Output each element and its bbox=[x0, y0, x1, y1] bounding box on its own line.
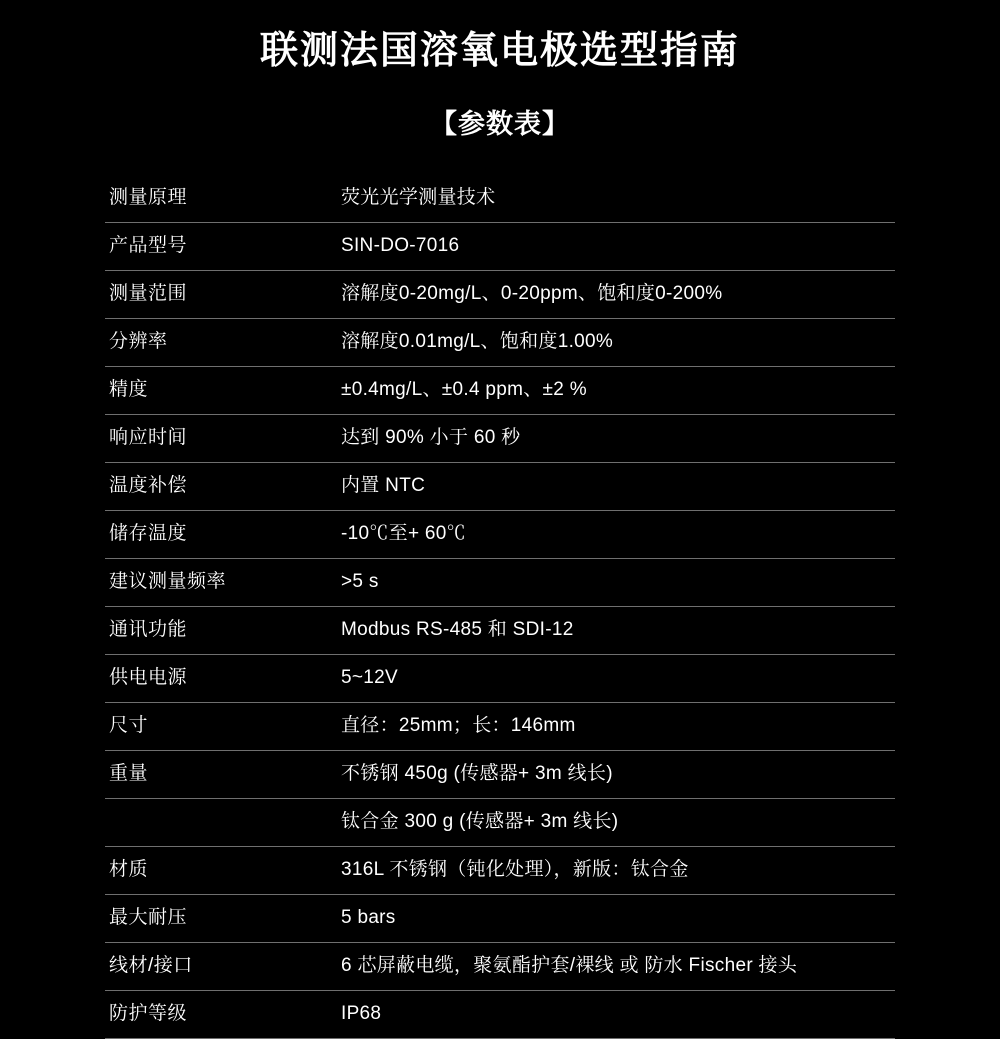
specification-table bbox=[105, 175, 895, 1039]
spec-label: 温度补偿 bbox=[105, 463, 331, 511]
spec-label: 最大耐压 bbox=[105, 895, 331, 943]
table-row bbox=[105, 991, 895, 1039]
table-row bbox=[105, 559, 895, 607]
spec-label: 响应时间 bbox=[105, 415, 331, 463]
table-row bbox=[105, 319, 895, 367]
spec-label: 供电电源 bbox=[105, 655, 331, 703]
spec-value: SIN-DO-7016 bbox=[331, 223, 895, 271]
table-row bbox=[105, 751, 895, 799]
table-row bbox=[105, 847, 895, 895]
spec-value: 达到 90% 小于 60 秒 bbox=[331, 415, 895, 463]
spec-value: 不锈钢 450g (传感器+ 3m 线长) bbox=[331, 751, 895, 799]
spec-value: >5 s bbox=[331, 559, 895, 607]
spec-value: 6 芯屏蔽电缆，聚氨酯护套/裸线 或 防水 Fischer 接头 bbox=[331, 943, 895, 991]
spec-value: 溶解度0-20mg/L、0-20ppm、饱和度0-200% bbox=[331, 271, 895, 319]
table-row bbox=[105, 655, 895, 703]
table-row bbox=[105, 175, 895, 223]
spec-value: IP68 bbox=[331, 991, 895, 1039]
spec-label: 线材/接口 bbox=[105, 943, 331, 991]
table-row bbox=[105, 223, 895, 271]
spec-value: 荧光光学测量技术 bbox=[331, 175, 895, 223]
spec-label: 防护等级 bbox=[105, 991, 331, 1039]
spec-value: 316L 不锈钢（钝化处理），新版：钛合金 bbox=[331, 847, 895, 895]
specification-table-body bbox=[105, 175, 895, 1039]
table-row bbox=[105, 367, 895, 415]
spec-value: ±0.4mg/L、±0.4 ppm、±2 % bbox=[331, 367, 895, 415]
spec-label: 储存温度 bbox=[105, 511, 331, 559]
table-row bbox=[105, 511, 895, 559]
spec-label: 材质 bbox=[105, 847, 331, 895]
spec-value: 溶解度0.01mg/L、饱和度1.00% bbox=[331, 319, 895, 367]
table-row bbox=[105, 607, 895, 655]
spec-label: 尺寸 bbox=[105, 703, 331, 751]
spec-label: 测量范围 bbox=[105, 271, 331, 319]
spec-label: 重量 bbox=[105, 751, 331, 799]
spec-value: 钛合金 300 g (传感器+ 3m 线长) bbox=[331, 799, 895, 847]
table-row bbox=[105, 703, 895, 751]
spec-label: 建议测量频率 bbox=[105, 559, 331, 607]
table-row bbox=[105, 895, 895, 943]
spec-value: 内置 NTC bbox=[331, 463, 895, 511]
table-row bbox=[105, 415, 895, 463]
spec-label: 测量原理 bbox=[105, 175, 331, 223]
table-row bbox=[105, 799, 895, 847]
spec-value: -10℃至+ 60℃ bbox=[331, 511, 895, 559]
spec-value: 直径：25mm；长：146mm bbox=[331, 703, 895, 751]
spec-value: 5~12V bbox=[331, 655, 895, 703]
spec-label: 分辨率 bbox=[105, 319, 331, 367]
table-row bbox=[105, 943, 895, 991]
page-title: 联测法国溶氧电极选型指南 bbox=[0, 0, 1000, 76]
spec-label: 产品型号 bbox=[105, 223, 331, 271]
spec-value: 5 bars bbox=[331, 895, 895, 943]
spec-value: Modbus RS-485 和 SDI-12 bbox=[331, 607, 895, 655]
spec-label bbox=[105, 799, 331, 847]
spec-label: 通讯功能 bbox=[105, 607, 331, 655]
spec-label: 精度 bbox=[105, 367, 331, 415]
table-row bbox=[105, 463, 895, 511]
table-row bbox=[105, 271, 895, 319]
section-subtitle: 【参数表】 bbox=[0, 102, 1000, 141]
